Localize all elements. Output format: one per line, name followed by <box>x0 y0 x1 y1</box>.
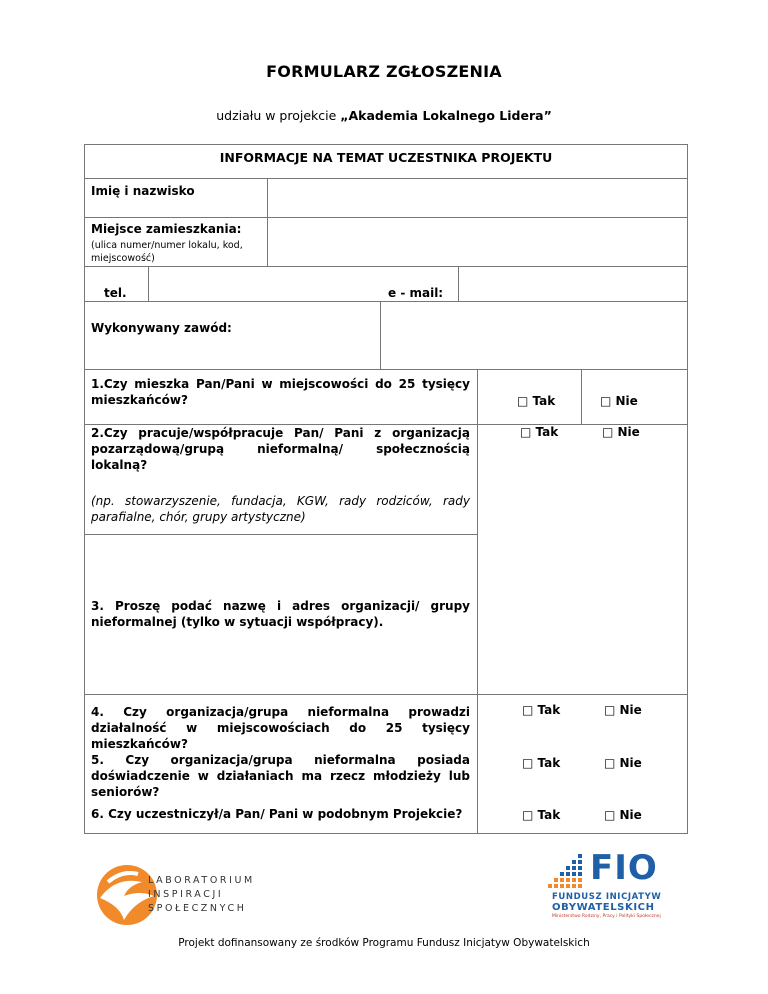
q1-no-option[interactable]: □ Nie <box>600 394 638 408</box>
lis-line-3: SPOŁECZNYCH <box>148 903 247 914</box>
question-3: 3. Proszę podać nazwę i adres organizacji/ grupy nieformalnej (tylko w sytuacji współpracy). <box>91 599 470 629</box>
email-label: e - mail: <box>388 286 444 300</box>
q4-yes-option[interactable]: □ Tak <box>522 703 561 717</box>
lis-line-2: INSPIRACJI <box>148 889 224 900</box>
question-6: 6. Czy uczestniczył/a Pan/ Pani w podobnym Projekcie? <box>91 807 463 821</box>
address-field[interactable] <box>268 218 687 265</box>
subtitle-prefix: udziału w projekcie <box>216 108 341 123</box>
tel-field[interactable] <box>149 267 379 300</box>
q2-yes-option[interactable]: □ Tak <box>520 425 559 439</box>
occupation-field[interactable] <box>381 302 687 368</box>
q6-no-option[interactable]: □ Nie <box>604 808 642 822</box>
q5-no-option[interactable]: □ Nie <box>604 756 642 770</box>
q5-yes-option[interactable]: □ Tak <box>522 756 561 770</box>
address-label: Miejsce zamieszkania: <box>91 222 242 236</box>
name-label: Imię i nazwisko <box>91 184 195 198</box>
footer-note: Projekt dofinansowany ze środków Programu Fundusz Inicjatyw Obywatelskich <box>178 937 590 949</box>
row-divider <box>84 369 688 370</box>
form-title: FORMULARZ ZGŁOSZENIA <box>266 62 502 81</box>
question-1: 1.Czy mieszka Pan/Pani w miejscowości do 25 tysięcy mieszkańców? <box>91 377 470 407</box>
form-subtitle <box>0 108 768 123</box>
question-4: 4. Czy organizacja/grupa nieformalna prowadzi działalność w miejscowościach do 25 tysięcy mieszkańców? <box>91 705 470 751</box>
lis-logo <box>94 858 294 930</box>
fio-line-2: OBYWATELSKICH <box>552 902 655 913</box>
fio-ministry: Ministerstwo Rodziny, Pracy i Polityki Społecznej <box>552 914 661 919</box>
question-5: 5. Czy organizacja/grupa nieformalna posiada doświadczenie w działaniach ma rzecz młodzieży lub seniorów? <box>91 753 470 799</box>
fio-logo <box>546 848 676 922</box>
question-2: 2.Czy pracuje/współpracuje Pan/ Pani z organizacją pozarządową/grupą nieformalną/ społecznością lokalną? <box>91 426 470 472</box>
name-field[interactable] <box>268 179 687 216</box>
email-field[interactable] <box>459 267 687 300</box>
q6-yes-option[interactable]: □ Tak <box>522 808 561 822</box>
table-header: INFORMACJE NA TEMAT UCZESTNIKA PROJEKTU <box>219 150 553 165</box>
organization-field[interactable] <box>478 535 687 693</box>
q4-no-option[interactable]: □ Nie <box>604 703 642 717</box>
occupation-label: Wykonywany zawód: <box>91 321 232 335</box>
fio-dots-icon <box>546 852 588 892</box>
row-divider <box>84 694 688 695</box>
tel-label: tel. <box>104 286 127 300</box>
project-name: „Akademia Lokalnego Lidera” <box>340 108 552 123</box>
address-hint: (ulica numer/numer lokalu, kod, miejscowość) <box>91 240 243 264</box>
fio-line-1: FUNDUSZ INICJATYW <box>552 892 662 902</box>
q1-yes-option[interactable]: □ Tak <box>517 394 556 408</box>
question-2-note: (np. stowarzyszenie, fundacja, KGW, rady rodziców, rady parafialne, chór, grupy artystyczne) <box>91 494 470 524</box>
col-divider <box>581 369 582 424</box>
lis-line-1: LABORATORIUM <box>148 875 255 886</box>
row-divider <box>84 534 477 535</box>
fio-mark: FIO <box>590 848 658 888</box>
q2-no-option[interactable]: □ Nie <box>602 425 640 439</box>
